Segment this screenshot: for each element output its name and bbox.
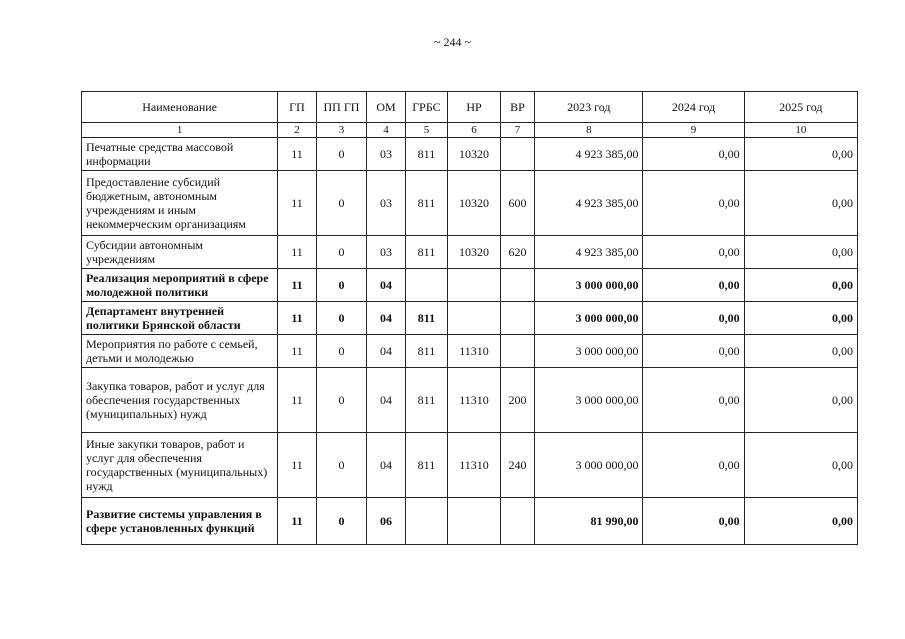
row-amount-2024: 0,00 — [643, 498, 744, 545]
column-header-nr: НР — [448, 92, 501, 123]
row-name: Мероприятия по работе с семьей, детьми и молодежью — [82, 335, 278, 368]
column-number: 6 — [448, 123, 501, 138]
table-row — [82, 171, 858, 236]
column-number-row — [82, 123, 858, 138]
row-grbs: 811 — [405, 433, 447, 498]
row-name: Печатные средства массовой информации — [82, 138, 278, 171]
table-row — [82, 498, 858, 545]
row-vr: 240 — [500, 433, 534, 498]
table-row — [82, 433, 858, 498]
row-amount-2023: 3 000 000,00 — [535, 335, 643, 368]
table-row — [82, 335, 858, 368]
row-nr: 11310 — [448, 368, 501, 433]
row-grbs: 811 — [405, 138, 447, 171]
column-header-2023: 2023 год — [535, 92, 643, 123]
row-amount-2024: 0,00 — [643, 335, 744, 368]
row-vr: 620 — [500, 236, 534, 269]
column-number: 9 — [643, 123, 744, 138]
row-vr: 600 — [500, 171, 534, 236]
row-gp: 11 — [278, 171, 316, 236]
column-number: 4 — [367, 123, 405, 138]
row-gp: 11 — [278, 433, 316, 498]
row-ppgp: 0 — [316, 236, 367, 269]
row-name: Развитие системы управления в сфере установленных функций — [82, 498, 278, 545]
row-nr: 10320 — [448, 236, 501, 269]
row-amount-2025: 0,00 — [744, 368, 857, 433]
column-header-2025: 2025 год — [744, 92, 857, 123]
row-grbs — [405, 498, 447, 545]
row-amount-2023: 3 000 000,00 — [535, 368, 643, 433]
row-ppgp: 0 — [316, 302, 367, 335]
row-vr — [500, 138, 534, 171]
column-number: 10 — [744, 123, 857, 138]
row-amount-2023: 4 923 385,00 — [535, 236, 643, 269]
row-amount-2023: 81 990,00 — [535, 498, 643, 545]
row-name: Департамент внутренней политики Брянской области — [82, 302, 278, 335]
row-om: 03 — [367, 171, 405, 236]
row-grbs — [405, 269, 447, 302]
row-amount-2024: 0,00 — [643, 433, 744, 498]
row-ppgp: 0 — [316, 138, 367, 171]
column-number: 5 — [405, 123, 447, 138]
row-amount-2023: 3 000 000,00 — [535, 433, 643, 498]
row-amount-2024: 0,00 — [643, 368, 744, 433]
row-amount-2023: 3 000 000,00 — [535, 269, 643, 302]
column-number: 1 — [82, 123, 278, 138]
row-grbs: 811 — [405, 171, 447, 236]
header-row — [82, 92, 858, 123]
row-amount-2024: 0,00 — [643, 171, 744, 236]
row-nr: 10320 — [448, 171, 501, 236]
row-amount-2024: 0,00 — [643, 138, 744, 171]
budget-table — [81, 91, 858, 545]
row-gp: 11 — [278, 138, 316, 171]
row-name: Реализация мероприятий в сфере молодежной политики — [82, 269, 278, 302]
column-number: 8 — [535, 123, 643, 138]
row-gp: 11 — [278, 498, 316, 545]
row-om: 03 — [367, 236, 405, 269]
column-header-name: Наименование — [82, 92, 278, 123]
row-amount-2025: 0,00 — [744, 498, 857, 545]
row-vr — [500, 269, 534, 302]
row-om: 04 — [367, 302, 405, 335]
row-grbs: 811 — [405, 236, 447, 269]
row-amount-2025: 0,00 — [744, 335, 857, 368]
row-nr: 11310 — [448, 335, 501, 368]
row-amount-2025: 0,00 — [744, 302, 857, 335]
row-amount-2025: 0,00 — [744, 433, 857, 498]
row-nr — [448, 269, 501, 302]
row-ppgp: 0 — [316, 335, 367, 368]
column-header-ppgp: ПП ГП — [316, 92, 367, 123]
row-vr — [500, 335, 534, 368]
row-name: Предоставление субсидий бюджетным, автономным учреждениям и иным некоммерческим организациям — [82, 171, 278, 236]
row-amount-2023: 4 923 385,00 — [535, 171, 643, 236]
column-number: 7 — [500, 123, 534, 138]
row-om: 03 — [367, 138, 405, 171]
row-gp: 11 — [278, 236, 316, 269]
row-amount-2023: 3 000 000,00 — [535, 302, 643, 335]
row-amount-2025: 0,00 — [744, 236, 857, 269]
row-vr: 200 — [500, 368, 534, 433]
row-om: 04 — [367, 335, 405, 368]
column-header-grbs: ГРБС — [405, 92, 447, 123]
row-ppgp: 0 — [316, 433, 367, 498]
row-vr — [500, 302, 534, 335]
row-name: Закупка товаров, работ и услуг для обеспечения государственных (муниципальных) нужд — [82, 368, 278, 433]
row-name: Иные закупки товаров, работ и услуг для обеспечения государственных (муниципальных) нужд — [82, 433, 278, 498]
table-row — [82, 302, 858, 335]
column-number: 3 — [316, 123, 367, 138]
row-amount-2023: 4 923 385,00 — [535, 138, 643, 171]
row-grbs: 811 — [405, 335, 447, 368]
table-row — [82, 269, 858, 302]
row-ppgp: 0 — [316, 368, 367, 433]
row-grbs: 811 — [405, 302, 447, 335]
column-header-om: ОМ — [367, 92, 405, 123]
row-gp: 11 — [278, 335, 316, 368]
row-amount-2024: 0,00 — [643, 236, 744, 269]
row-gp: 11 — [278, 269, 316, 302]
row-ppgp: 0 — [316, 269, 367, 302]
row-vr — [500, 498, 534, 545]
row-nr — [448, 498, 501, 545]
table-row — [82, 138, 858, 171]
row-ppgp: 0 — [316, 171, 367, 236]
row-gp: 11 — [278, 302, 316, 335]
row-amount-2024: 0,00 — [643, 302, 744, 335]
column-header-gp: ГП — [278, 92, 316, 123]
row-amount-2025: 0,00 — [744, 171, 857, 236]
row-nr: 10320 — [448, 138, 501, 171]
row-grbs: 811 — [405, 368, 447, 433]
row-om: 04 — [367, 269, 405, 302]
row-nr: 11310 — [448, 433, 501, 498]
row-amount-2024: 0,00 — [643, 269, 744, 302]
row-amount-2025: 0,00 — [744, 138, 857, 171]
row-om: 06 — [367, 498, 405, 545]
row-nr — [448, 302, 501, 335]
column-header-2024: 2024 год — [643, 92, 744, 123]
row-ppgp: 0 — [316, 498, 367, 545]
table-row — [82, 368, 858, 433]
row-name: Субсидии автономным учреждениям — [82, 236, 278, 269]
row-om: 04 — [367, 368, 405, 433]
column-number: 2 — [278, 123, 316, 138]
table-row — [82, 236, 858, 269]
row-om: 04 — [367, 433, 405, 498]
row-amount-2025: 0,00 — [744, 269, 857, 302]
page-number: ~ 244 ~ — [434, 35, 471, 49]
row-gp: 11 — [278, 368, 316, 433]
column-header-vr: ВР — [500, 92, 534, 123]
